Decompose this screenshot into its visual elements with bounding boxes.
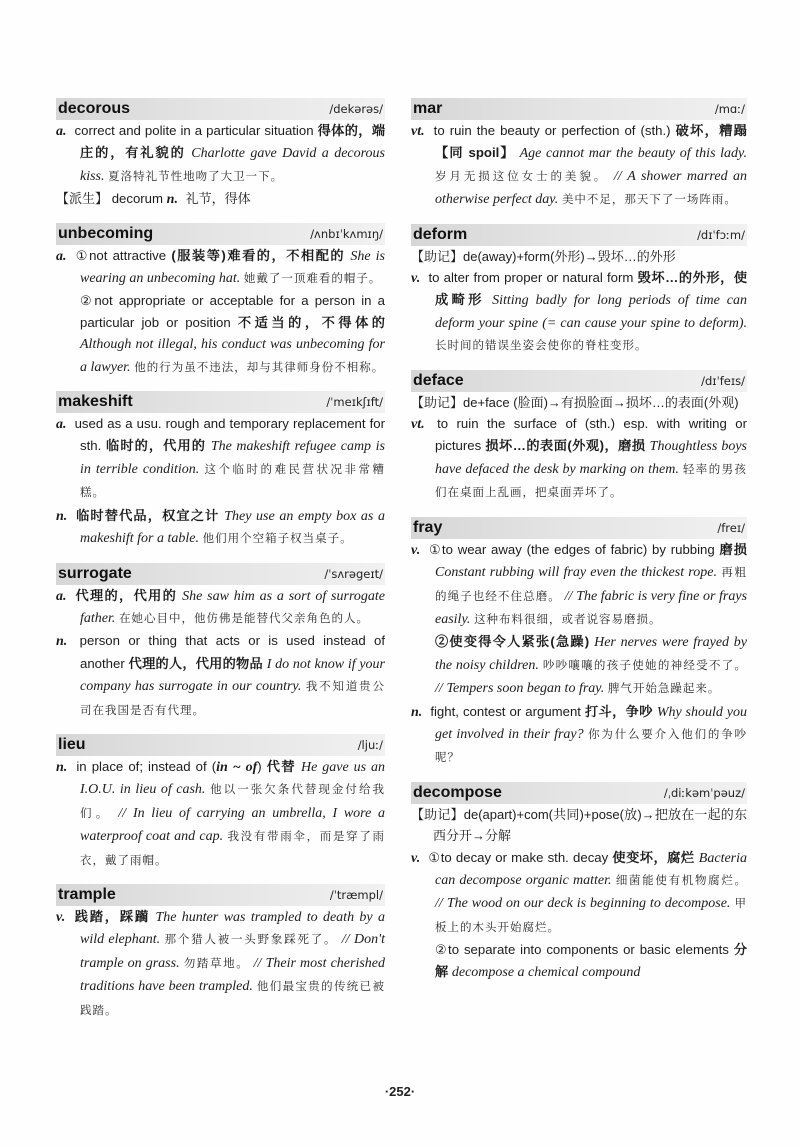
part-of-speech: a. xyxy=(56,124,67,139)
part-of-speech: n. xyxy=(56,759,68,775)
chinese-gloss: ②使变得令人紧张(急躁) xyxy=(435,634,590,650)
phonetic: /ˈsʌrəgeɪt/ xyxy=(324,566,383,581)
example-translation: 她戴了一顶难看的帽子。 xyxy=(243,273,382,286)
label-tag: 【助记】 xyxy=(411,248,464,264)
sense xyxy=(56,505,385,551)
example-sentence: Her nerves were frayed by the noisy children. xyxy=(435,635,747,673)
sub-sense xyxy=(411,631,747,700)
example-sentence: In lieu of carrying an umbrella, I wore a waterproof coat and cap. xyxy=(80,805,385,845)
entry-header xyxy=(56,391,385,413)
entry-header xyxy=(56,223,385,245)
sense xyxy=(56,630,385,722)
example-translation: 在她心目中，他仿佛是能替代父亲角色的人。 xyxy=(119,612,370,625)
headword: decorous xyxy=(58,100,131,117)
example-translation: 我不知道贵公司在我国是否有代理。 xyxy=(80,681,386,717)
headword: mar xyxy=(413,100,443,117)
entry-header xyxy=(411,98,747,120)
mnemonic-text: de+face (脸面)→有损脸面→损坏…的表面(外观) xyxy=(463,394,739,410)
chinese-gloss: 磨损 xyxy=(719,541,747,557)
phonetic: /dekərəs/ xyxy=(329,102,383,116)
separator: // xyxy=(564,588,573,604)
dictionary-entry xyxy=(411,370,747,505)
dictionary-entry xyxy=(56,734,385,872)
phonetic: /ˌdiːkəmˈpəuz/ xyxy=(663,785,745,800)
chinese-gloss: 不适当的，不得体的 xyxy=(237,314,385,330)
phonetic: /dɪˈfeɪs/ xyxy=(701,373,745,388)
headword: decompose xyxy=(413,783,502,801)
example-sentence: The fabric is very fine or frays easily. xyxy=(435,588,748,627)
chinese-gloss: 毁坏…的外形，使成畸形 xyxy=(435,270,748,308)
headword: surrogate xyxy=(58,564,132,582)
headword: lieu xyxy=(58,735,86,753)
definition: in place of; instead of ( xyxy=(76,758,217,774)
label-tag: 【助记】 xyxy=(411,394,464,410)
dictionary-entry xyxy=(56,98,385,211)
example-sentence: Constant rubbing will fray even the thickest rope. xyxy=(435,565,717,581)
sense xyxy=(56,906,385,1022)
chinese-gloss: 代替 xyxy=(266,758,296,774)
sub-sense xyxy=(411,939,747,983)
separator: // xyxy=(435,896,443,912)
definition: to ruin the beauty or perfection of (sth.) xyxy=(433,123,671,138)
example-sentence: Bacteria can decompose organic matter. xyxy=(435,850,748,888)
part-of-speech: a. xyxy=(56,417,67,433)
chinese-gloss: 使变坏，腐烂 xyxy=(612,849,695,865)
sense xyxy=(411,413,747,505)
example-translation: 我没有带雨伞，而是穿了雨衣，戴了雨帽。 xyxy=(80,831,386,867)
chinese-gloss: 临时替代品，权宜之计 xyxy=(76,507,220,523)
part-of-speech: v. xyxy=(56,909,66,925)
separator: // xyxy=(253,955,262,971)
separator: // xyxy=(118,805,127,821)
example-sentence: She is wearing an unbecoming hat. xyxy=(80,248,385,287)
separator: // xyxy=(613,168,622,184)
headword: fray xyxy=(413,518,443,536)
sense xyxy=(56,120,385,188)
chinese-gloss: 分解 xyxy=(435,942,747,979)
example-translation: 勿踏草地。 xyxy=(183,957,250,970)
phonetic: /ʌnbɪˈkʌmɪŋ/ xyxy=(310,226,383,241)
chinese-gloss: (服装等)难看的，不相配的 xyxy=(171,247,346,263)
chinese-gloss: 礼节，得体 xyxy=(185,191,251,207)
definition: person or thing that acts or is used instead of another xyxy=(79,633,386,671)
headword: trample xyxy=(58,885,116,903)
chinese-gloss: 临时的，代用的 xyxy=(106,438,207,454)
part-of-speech: n. xyxy=(56,508,68,524)
chinese-gloss: 得体的，端庄的，有礼貌的 xyxy=(80,123,386,161)
phonetic: /ljuː/ xyxy=(357,737,383,752)
label-tag: 【助记】 xyxy=(411,806,464,822)
sense xyxy=(411,539,747,632)
example-translation: 甲板上的木头开始腐烂。 xyxy=(435,898,747,934)
example-sentence: A shower marred an otherwise perfect day. xyxy=(435,168,748,208)
example-translation: 美中不足，那天下了一场阵雨。 xyxy=(561,194,737,207)
dictionary-entry xyxy=(56,884,385,1022)
dictionary-entry xyxy=(56,391,385,550)
synonym-tag: 【同 spoil】 xyxy=(435,145,515,161)
part-of-speech: v. xyxy=(411,271,421,287)
example-sentence: He gave us an I.O.U. in lieu of cash. xyxy=(80,759,385,798)
phonetic: /ˈtræmpl/ xyxy=(329,887,383,902)
phonetic: /ˈmeɪkʃɪft/ xyxy=(326,395,383,410)
derived-word: decorum xyxy=(111,191,163,207)
sense xyxy=(56,413,385,505)
example-sentence: The wood on our deck is beginning to decompose. xyxy=(446,896,731,912)
example-sentence: Sitting badly for long periods of time can deform your spine (= can cause your spine to deform). xyxy=(435,293,747,331)
chinese-gloss: 破坏，糟蹋 xyxy=(675,123,747,138)
chinese-gloss: 损坏…的表面(外观)，磨损 xyxy=(485,438,646,454)
sub-sense xyxy=(56,290,385,379)
dictionary-entry xyxy=(411,782,747,983)
entry-header xyxy=(411,224,747,246)
left-column xyxy=(56,98,385,1034)
page-number: ·252· xyxy=(384,1084,416,1099)
example-sentence: I do not know if your company has surrogate in our country. xyxy=(80,656,386,695)
definition: to alter from proper or natural form xyxy=(428,270,634,286)
definition: ②to separate into components or basic elements xyxy=(435,942,729,958)
part-of-speech: a. xyxy=(56,248,67,264)
entry-header xyxy=(56,734,385,756)
example-sentence: decompose a chemical compound xyxy=(451,964,641,980)
mnemonic-text: de(away)+form(外形)→毁坏…的外形 xyxy=(463,248,676,264)
entry-header xyxy=(411,517,747,539)
part-of-speech: n. xyxy=(56,634,68,650)
example-translation: 脾气开始急躁起来。 xyxy=(607,683,721,696)
entry-header xyxy=(56,884,385,906)
example-translation: 细菌能使有机物腐烂。 xyxy=(615,874,748,887)
headword: makeshift xyxy=(58,393,133,411)
derivation xyxy=(56,188,385,210)
example-sentence: Although not illegal, his conduct was unbecoming for a lawyer. xyxy=(80,337,385,375)
example-sentence: She saw him as a sort of surrogate father. xyxy=(80,588,385,626)
example-sentence: Their most cherished traditions have been trampled. xyxy=(80,955,386,995)
example-sentence: Thoughtless boys have defaced the desk by marking on them. xyxy=(435,439,747,477)
part-of-speech: vt. xyxy=(411,124,425,139)
definition: ①to wear away (the edges of fabric) by rubbing xyxy=(428,541,715,557)
example-translation: 他们最宝贵的传统已被践踏。 xyxy=(80,981,385,1017)
part-of-speech: a. xyxy=(56,588,67,604)
sense xyxy=(411,701,747,770)
example-sentence: The makeshift refugee camp is in terrible condition. xyxy=(80,439,385,477)
example-sentence: The hunter was trampled to death by a wild elephant. xyxy=(80,909,385,948)
mnemonic xyxy=(411,392,747,413)
headword: deform xyxy=(413,225,468,243)
phonetic: /dɪˈfɔːm/ xyxy=(697,227,745,242)
example-translation: 他以一张欠条代替现金付给我们。 xyxy=(80,784,385,820)
sense xyxy=(56,756,385,872)
part-of-speech: v. xyxy=(411,850,421,866)
sense xyxy=(56,245,385,291)
definition-paren: ) xyxy=(257,758,262,774)
example-translation: 你为什么要介入他们的争吵呢？ xyxy=(435,728,747,765)
definition: ②not appropriate or acceptable for a person in a particular job or position xyxy=(80,293,385,330)
definition: fight, contest or argument xyxy=(430,703,581,719)
sense xyxy=(411,120,747,212)
example-translation: 他的行为虽不违法，却与其律师身份不相称。 xyxy=(134,361,385,374)
mnemonic-text: de(apart)+com(共同)+pose(放)→把放在一起的东西分开→分解 xyxy=(433,806,747,844)
dictionary-entry xyxy=(411,98,747,212)
entry-header xyxy=(411,370,747,392)
dictionary-entry xyxy=(411,224,747,358)
chinese-gloss: 打斗，争吵 xyxy=(585,703,653,719)
part-of-speech: n. xyxy=(166,192,178,208)
sense xyxy=(411,267,747,358)
dictionary-entry xyxy=(411,517,747,770)
chinese-gloss: 代理的，代用的 xyxy=(75,587,178,603)
example-translation: 这个临时的难民营状况非常糟糕。 xyxy=(80,463,386,500)
definition: to ruin the surface of (sth.) esp. with writing or pictures xyxy=(435,416,747,454)
entry-header xyxy=(411,782,747,804)
headword: unbecoming xyxy=(58,224,154,242)
definition: correct and polite in a particular situation xyxy=(74,123,314,138)
phonetic: /mɑː/ xyxy=(714,102,745,116)
chinese-gloss: 代理的人，代用的物品 xyxy=(128,655,263,671)
sense xyxy=(56,585,385,631)
dictionary-entry xyxy=(56,223,385,379)
definition: ①to decay or make sth. decay xyxy=(428,849,609,865)
separator: // xyxy=(341,932,350,948)
dictionary-entry xyxy=(56,563,385,722)
label-tag: 【派生】 xyxy=(56,191,109,207)
example-translation: 吵吵嚷嚷的孩子使她的神经受不了。 xyxy=(542,659,748,672)
sense xyxy=(411,847,747,940)
entry-header xyxy=(56,563,385,585)
example-translation: 再粗的绳子也经不住总磨。 xyxy=(435,567,748,603)
mnemonic xyxy=(411,804,747,847)
part-of-speech: v. xyxy=(411,542,421,558)
usage-pattern: in ~ of xyxy=(216,759,258,775)
example-translation: 岁月无损这位女士的美貌。 xyxy=(435,170,609,183)
example-sentence: Charlotte gave David a decorous kiss. xyxy=(80,146,385,184)
example-sentence: Why should you get involved in their fray? xyxy=(435,704,747,742)
example-translation: 轻率的男孩们在桌面上乱画，把桌面弄坏了。 xyxy=(435,463,748,500)
headword: deface xyxy=(413,371,464,389)
example-sentence: Don't trample on grass. xyxy=(80,932,385,971)
example-translation: 这种布料很细，或者说容易磨损。 xyxy=(474,613,662,626)
example-translation: 他们用个空箱子权当桌子。 xyxy=(202,533,353,546)
example-sentence: They use an empty box as a makeshift for a table. xyxy=(80,508,386,547)
right-column xyxy=(411,98,747,995)
chinese-gloss: 践踏，踩躏 xyxy=(74,908,150,924)
phonetic: /freɪ/ xyxy=(717,520,745,535)
separator: // xyxy=(435,681,443,697)
example-translation: 夏洛特礼节性地吻了大卫一下。 xyxy=(108,170,284,183)
example-sentence: Tempers soon began to fray. xyxy=(446,681,605,697)
example-translation: 那个猎人被一头野象踩死了。 xyxy=(164,934,338,947)
example-sentence: Age cannot mar the beauty of this lady. xyxy=(519,146,747,162)
example-translation: 长时间的错误坐姿会使你的脊柱变形。 xyxy=(435,340,648,353)
definition: ①not attractive xyxy=(75,247,167,263)
definition: used as a usu. rough and temporary replacement for sth. xyxy=(74,416,385,454)
mnemonic xyxy=(411,246,747,267)
entry-header xyxy=(56,98,385,120)
part-of-speech: vt. xyxy=(411,417,425,433)
part-of-speech: n. xyxy=(411,704,423,720)
